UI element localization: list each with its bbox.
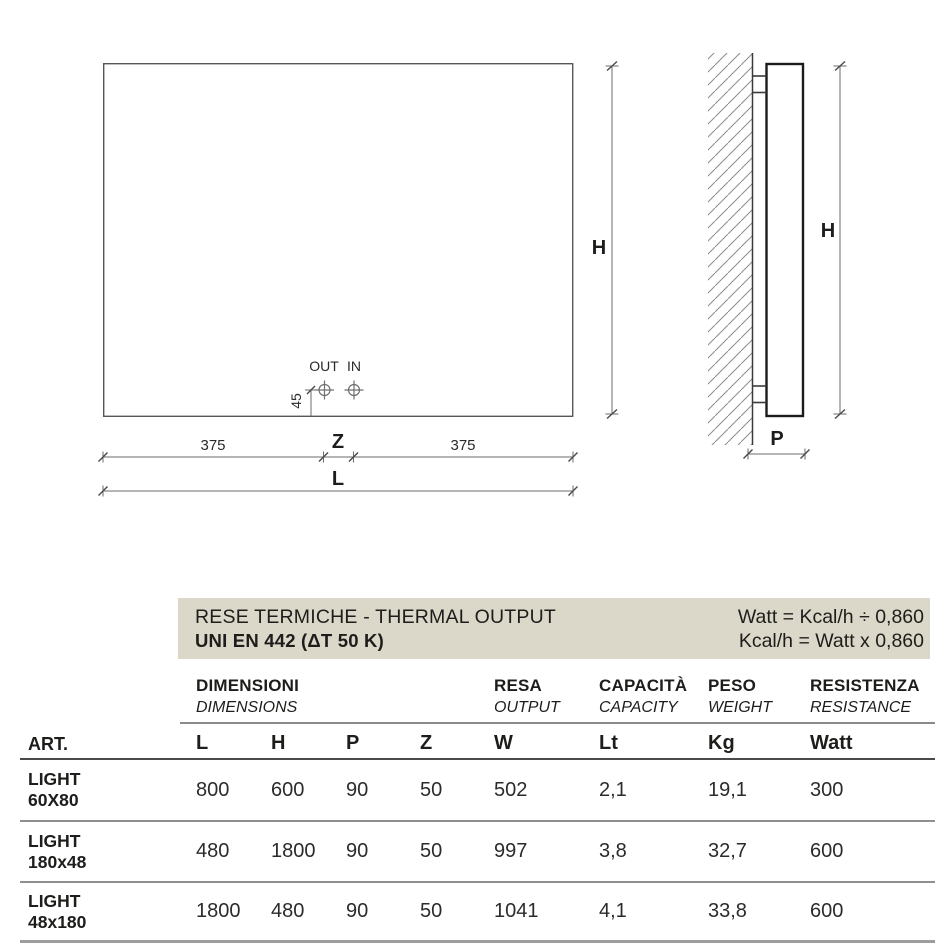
value-kg: 32,7 — [708, 840, 747, 862]
band-title: RESE TERMICHE - THERMAL OUTPUT — [195, 606, 557, 628]
inlet-label: IN — [347, 358, 361, 374]
value-l: 800 — [196, 778, 230, 801]
left-span-label: 375 — [200, 437, 226, 454]
value-z: 50 — [420, 840, 443, 862]
value-h: 1800 — [271, 840, 316, 862]
formula-kcal: Kcal/h = Watt x 0,860 — [738, 630, 924, 652]
value-lt: 3,8 — [599, 840, 627, 862]
conversion-formulas — [738, 605, 924, 659]
right-span-label: 375 — [450, 437, 476, 454]
value-watt: 600 — [810, 840, 844, 862]
front-view — [99, 62, 619, 497]
side-height-label: H — [820, 220, 836, 242]
column-z: Z — [420, 732, 433, 754]
value-z: 50 — [420, 900, 443, 922]
thermal-output-band — [178, 598, 930, 659]
table-row — [20, 883, 935, 943]
column-lt: Lt — [599, 732, 618, 754]
value-kg: 33,8 — [708, 900, 747, 922]
value-w: 502 — [494, 778, 528, 801]
depth-dimension — [744, 449, 810, 460]
column-h: H — [271, 732, 286, 754]
table-row — [20, 760, 935, 822]
wall-bracket-top — [753, 76, 767, 93]
article-name: LIGHT 48x180 — [28, 890, 87, 932]
value-watt: 300 — [810, 778, 844, 801]
value-lt: 4,1 — [599, 900, 627, 922]
group-header-rule — [20, 722, 935, 724]
article-name: LIGHT 180x48 — [28, 830, 87, 872]
wall-hatching — [708, 53, 753, 445]
center-gap-label: Z — [331, 431, 345, 453]
connection-height-label: 45 — [288, 393, 304, 409]
column-header-row — [20, 724, 935, 760]
value-p: 90 — [346, 840, 369, 862]
value-watt: 600 — [810, 900, 844, 922]
value-p: 90 — [346, 900, 369, 922]
group-capacity: CAPACITÀ CAPACITY — [599, 676, 688, 716]
column-p: P — [346, 732, 360, 754]
column-watt: Watt — [810, 732, 853, 754]
value-h: 480 — [271, 900, 305, 922]
front-height-label: H — [591, 237, 607, 259]
value-l: 480 — [196, 840, 230, 862]
side-view — [708, 53, 847, 460]
value-w: 1041 — [494, 900, 539, 922]
group-resistance: RESISTENZA RESISTANCE — [810, 676, 920, 716]
value-kg: 19,1 — [708, 778, 747, 801]
group-dimensions: DIMENSIONI DIMENSIONS — [196, 676, 300, 716]
value-p: 90 — [346, 778, 369, 801]
formula-watt: Watt = Kcal/h ÷ 0,860 — [737, 606, 924, 628]
column-kg: Kg — [708, 732, 735, 754]
band-titles — [195, 605, 556, 659]
outlet-label: OUT — [309, 358, 339, 374]
length-label: L — [331, 468, 345, 490]
panel-side-outline — [767, 64, 804, 416]
spec-table — [20, 670, 935, 943]
group-header-row — [20, 670, 935, 722]
table-row — [20, 822, 935, 883]
column-art: ART. — [28, 734, 68, 754]
value-h: 600 — [271, 778, 305, 801]
article-name: LIGHT 60X80 — [28, 769, 81, 810]
value-w: 997 — [494, 840, 528, 862]
column-l: L — [196, 732, 209, 754]
value-l: 1800 — [196, 900, 241, 922]
value-lt: 2,1 — [599, 778, 627, 801]
wall-bracket-bottom — [753, 386, 767, 403]
span-dimension-line — [99, 452, 578, 463]
group-weight: PESO WEIGHT — [708, 676, 772, 716]
band-norm: UNI EN 442 (ΔT 50 K) — [195, 630, 384, 651]
column-w: W — [494, 732, 513, 754]
value-z: 50 — [420, 778, 443, 801]
group-output: RESA OUTPUT — [494, 676, 560, 716]
depth-label: P — [770, 428, 784, 450]
